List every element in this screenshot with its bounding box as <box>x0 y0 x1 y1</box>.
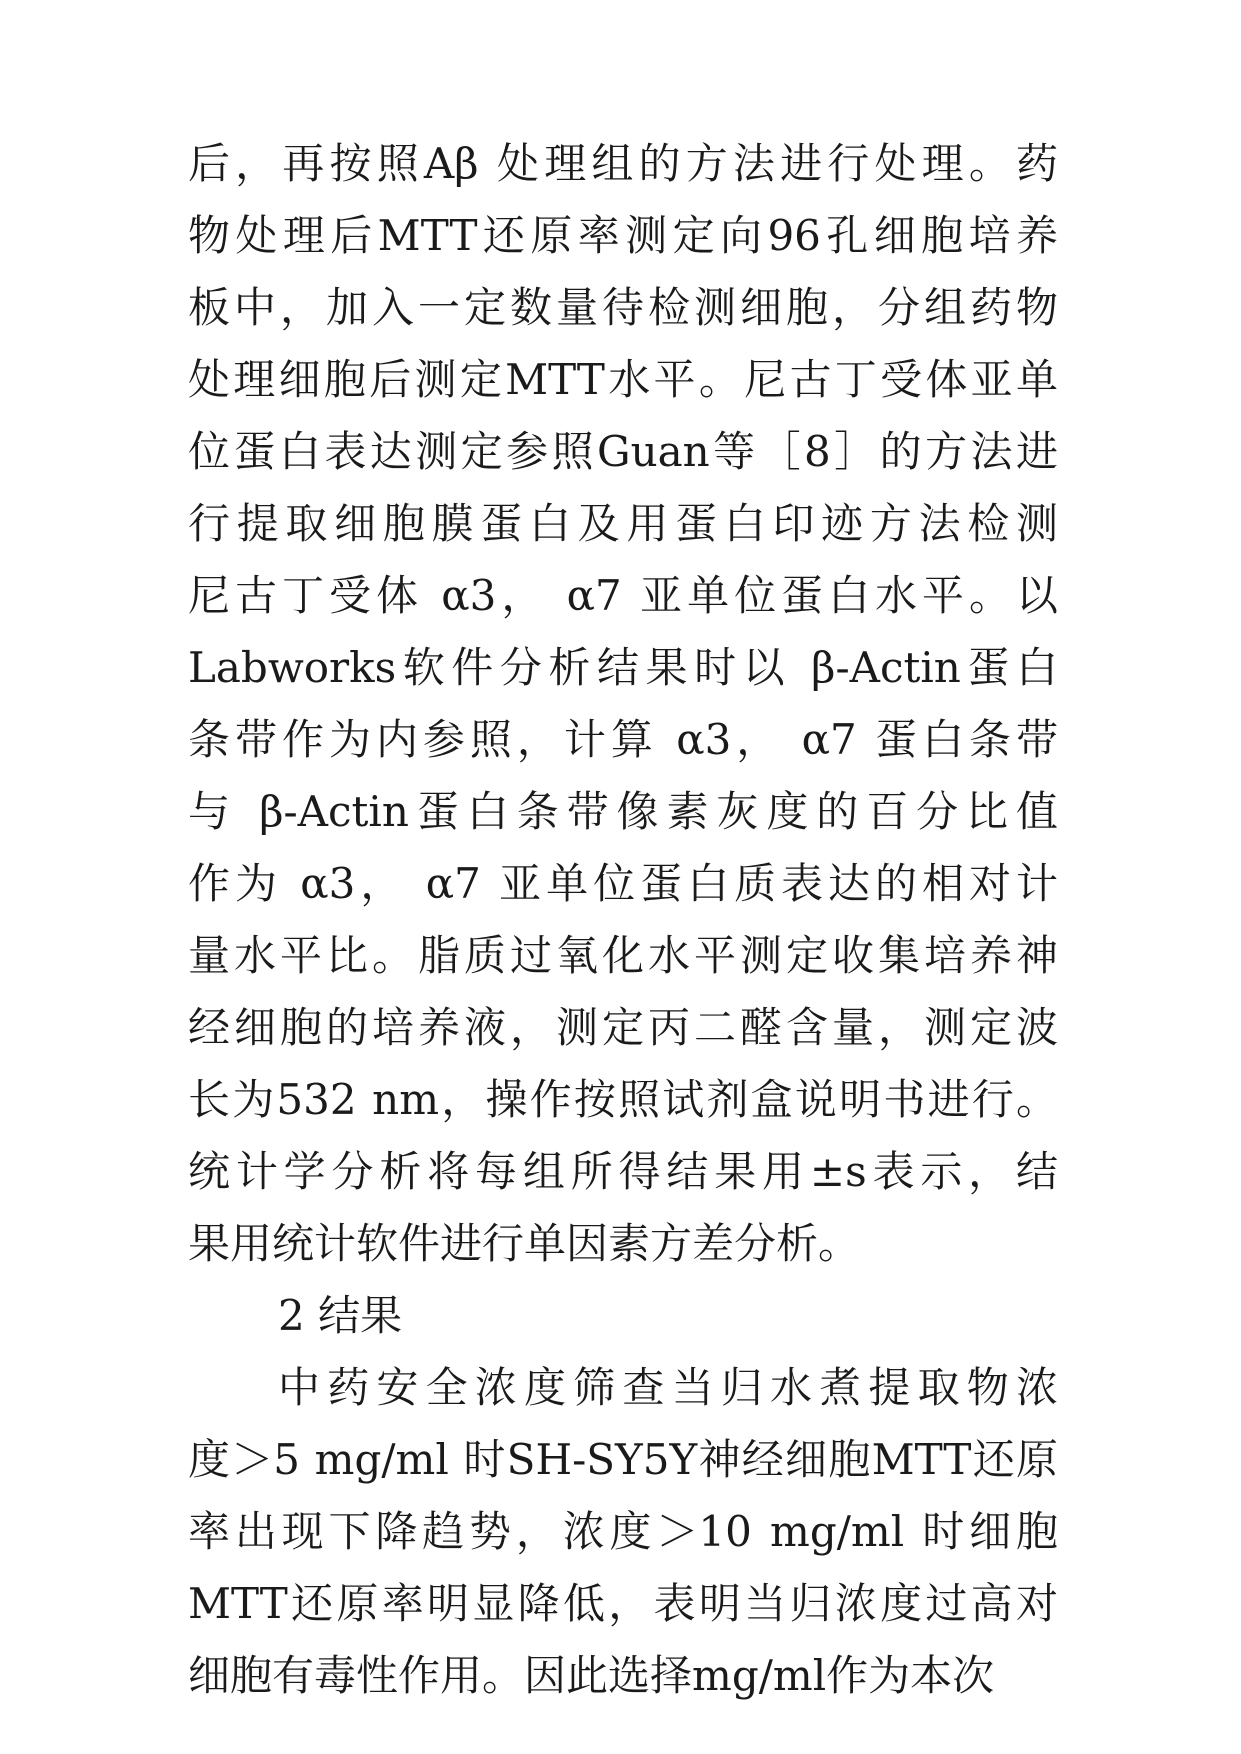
text-line-9: 条带作为内参照，计算 α3， α7 蛋白条带 <box>188 715 1058 764</box>
text-line-12: 量水平比。脂质过氧化水平测定收集培养神 <box>188 931 1058 980</box>
section-heading: 2 结果 <box>278 1291 403 1340</box>
text-line-13: 经细胞的培养液，测定丙二醛含量，测定波 <box>188 1003 1058 1052</box>
text-line-5: 位蛋白表达测定参照Guan等［8］的方法进 <box>188 427 1058 476</box>
text-line-20: 率出现下降趋势，浓度＞10 mg/ml 时细胞 <box>188 1507 1058 1556</box>
text-line-10: 与 β-Actin蛋白条带像素灰度的百分比值 <box>188 787 1058 836</box>
text-line-15: 统计学分析将每组所得结果用±s表示，结 <box>188 1147 1058 1196</box>
text-line-18: 中药安全浓度筛查当归水煮提取物浓 <box>278 1363 1058 1412</box>
text-line-21: MTT还原率明显降低，表明当归浓度过高对 <box>188 1579 1058 1628</box>
text-line-11: 作为 α3， α7 亚单位蛋白质表达的相对计 <box>188 859 1058 908</box>
text-line-14: 长为532 nm，操作按照试剂盒说明书进行。 <box>188 1075 1058 1124</box>
text-line-4: 处理细胞后测定MTT水平。尼古丁受体亚单 <box>188 355 1058 404</box>
text-line-3: 板中，加入一定数量待检测细胞，分组药物 <box>188 283 1058 332</box>
text-line-1: 后，再按照Aβ 处理组的方法进行处理。药 <box>188 139 1058 188</box>
text-line-19: 度＞5 mg/ml 时SH-SY5Y神经细胞MTT还原 <box>188 1435 1058 1484</box>
text-line-7: 尼古丁受体 α3， α7 亚单位蛋白水平。以 <box>188 571 1058 620</box>
text-line-8: Labworks软件分析结果时以 β-Actin蛋白 <box>188 643 1058 692</box>
text-line-2: 物处理后MTT还原率测定向96孔细胞培养 <box>188 211 1058 260</box>
text-line-22: 细胞有毒性作用。因此选择mg/ml作为本次 <box>188 1651 995 1700</box>
text-line-16: 果用统计软件进行单因素方差分析。 <box>188 1219 861 1268</box>
text-line-6: 行提取细胞膜蛋白及用蛋白印迹方法检测 <box>188 499 1058 548</box>
